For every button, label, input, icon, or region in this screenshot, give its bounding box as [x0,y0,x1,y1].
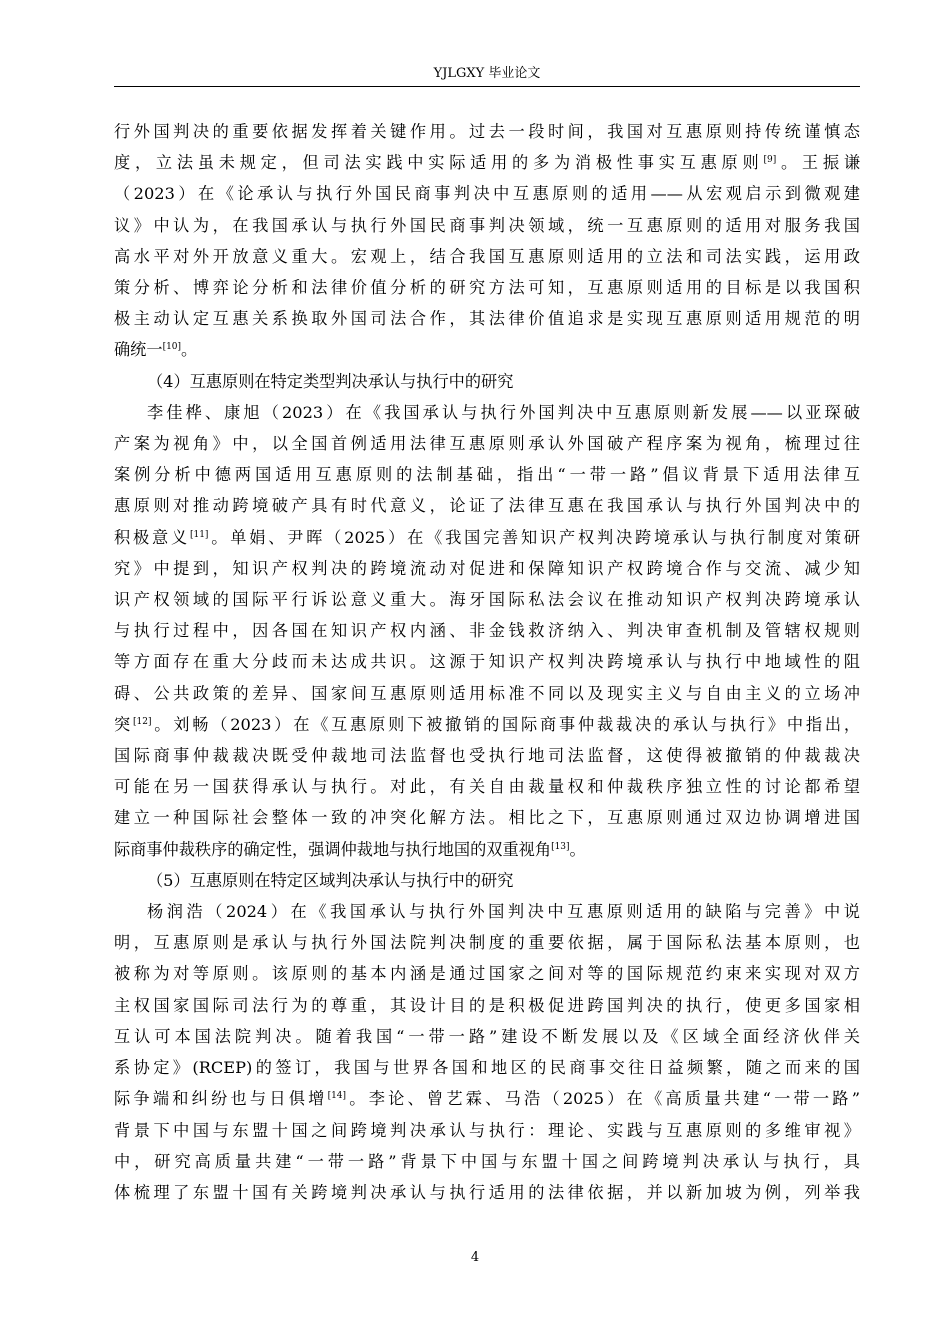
paragraph-1 [114,116,860,366]
text-line: 等方面存在重大分歧而未达成共识。这源于知识产权判决跨境承认与执行中地域性的阻 [114,652,860,672]
citation-ref: [11] [189,529,209,540]
text-line: 产案为视角》中，以全国首例适用法律互惠原则承认外国破产程序案为视角，梳理过往 [114,434,860,454]
text-line: （2023）在《论承认与执行外国民商事判决中互惠原则的适用——从宏观启示到微观建 [114,184,860,204]
text-line: 体梳理了东盟十国有关跨境判决承认与执行适用的法律依据，并以新加坡为例，列举我 [114,1182,860,1202]
text-line: 究》中提到，知识产权判决的跨境流动对促进和保障知识产权跨境合作与交流、减少知 [114,558,860,578]
section-heading: （5）互惠原则在特定区域判决承认与执行中的研究 [147,870,514,890]
text-line: 际争端和纠纷也与日俱增[14]。李论、曾艺霖、马浩（2025）在《高质量共建“一带一路” [114,1089,861,1109]
paragraph-2 [114,397,860,865]
citation-ref: [14] [327,1091,347,1102]
text-line: 系协定》(RCEP)的签订，我国与世界各国和地区的民商事交往日益频繁，随之而来的国 [114,1058,860,1078]
citation-ref: [13] [551,841,570,852]
text-line: 行外国判决的重要依据发挥着关键作用。过去一段时间，我国对互惠原则持传统谨慎态 [114,122,860,141]
paragraph-3 [114,896,860,1208]
text-line: 惠原则对推动跨境破产具有时代意义，论证了法律互惠在我国承认与执行外国判决中的 [114,496,860,516]
citation-ref: [9] [763,155,777,166]
section-heading: （4）互惠原则在特定类型判决承认与执行中的研究 [147,371,514,391]
text-line: 议》中认为，在我国承认与执行外国民商事判决领域，统一互惠原则的适用对服务我国 [114,215,860,235]
text-line: 主权国家国际司法行为的尊重，其设计目的是积极促进跨国判决的执行，使更多国家相 [114,995,860,1015]
page-header [114,62,860,87]
text-line: 策分析、博弈论分析和法律价值分析的研究方法可知，互惠原则适用的目标是以我国积 [114,278,860,298]
text-line: 积极意义[11]。单娟、尹晖（2025）在《我国完善知识产权判决跨境承认与执行制度对策研 [114,527,860,547]
text-line: 度，立法虽未规定，但司法实践中实际适用的多为消极性事实互惠原则[9]。王振谦 [114,153,861,173]
text-line: 案例分析中德两国适用互惠原则的法制基础，指出“一带一路”倡议背景下适用法律互 [114,465,860,485]
citation-ref: [12] [133,716,152,727]
text-line: 极主动认定互惠关系换取外国司法合作，其法律价值追求是实现互惠原则适用规范的明 [114,309,860,329]
text-line: 建立一种国际社会整体一致的冲突化解方法。相比之下，互惠原则通过双边协调增进国 [114,808,860,828]
header-title: YJLGXY 毕业论文 [433,66,541,81]
text-line: 互认可本国法院判决。随着我国“一带一路”建设不断发展以及《区域全面经济伙伴关 [114,1026,860,1046]
text-line: 识产权领域的国际平行诉讼意义重大。海牙国际私法会议在推动知识产权判决跨境承认 [114,590,860,610]
citation-ref: [10] [162,342,182,353]
page-number: 4 [470,1250,480,1265]
text-line: 确统一[10]。 [114,340,198,360]
body-text [114,116,860,1208]
text-line: 国际商事仲裁裁决既受仲裁地司法监督也受执行地司法监督，这使得被撤销的仲裁裁决 [114,746,860,766]
text-line: 背景下中国与东盟十国之间跨境判决承认与执行：理论、实践与互惠原则的多维审视》 [114,1120,860,1140]
text-line: 被称为对等原则。该原则的基本内涵是通过国家之间对等的国际规范约束来实现对双方 [114,964,860,984]
text-line: 突[12]。刘畅（2023）在《互惠原则下被撤销的国际商事仲裁裁决的承认与执行》中指出， [114,714,861,734]
text-line: 杨润浩（2024）在《我国承认与执行外国判决中互惠原则适用的缺陷与完善》中说 [147,902,860,922]
text-line: 高水平对外开放意义重大。宏观上，结合我国互惠原则适用的立法和司法实践，运用政 [114,246,860,266]
text-line: 李佳桦、康旭（2023）在《我国承认与执行外国判决中互惠原则新发展——以亚琛破 [147,402,860,422]
text-line: 际商事仲裁秩序的确定性，强调仲裁地与执行地国的双重视角[13]。 [114,839,586,859]
text-line: 明，互惠原则是承认与执行外国法院判决制度的重要依据，属于国际私法基本原则，也 [114,933,860,953]
text-line: 与执行过程中，因各国在知识产权内涵、非金钱救济纳入、判决审查机制及管辖权规则 [114,621,860,641]
text-line: 中，研究高质量共建“一带一路”背景下中国与东盟十国之间跨境判决承认与执行，具 [114,1151,860,1171]
text-line: 可能在另一国获得承认与执行。对此，有关自由裁量权和仲裁秩序独立性的讨论都希望 [114,777,860,797]
text-line: 碍、公共政策的差异、国家间互惠原则适用标准不同以及现实主义与自由主义的立场冲 [114,683,860,703]
